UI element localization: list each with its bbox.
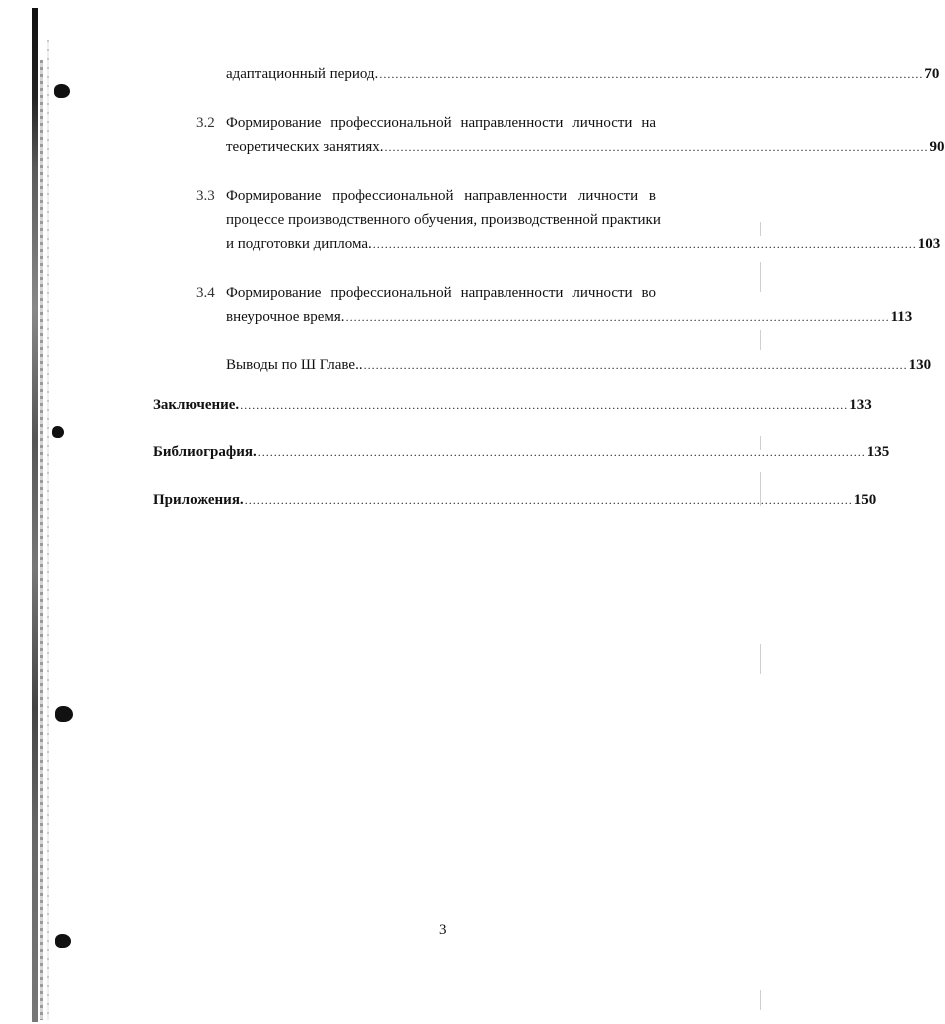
toc-leader-dots: ........................................................................................................................................ <box>379 67 924 81</box>
toc-section-3-3-line-2: процессе производственного обучения, производственной практики <box>226 212 661 228</box>
toc-page-number: 133 <box>849 397 872 413</box>
section-number: 3.3 <box>196 188 215 204</box>
scan-edge-artifact-3 <box>47 40 49 1020</box>
toc-leader-dots: ........................................................................................................................................................ <box>240 398 849 412</box>
toc-page-number: 90 <box>929 139 945 155</box>
binder-hole <box>52 426 64 438</box>
toc-page-number: 103 <box>917 236 941 252</box>
toc-leader-dots: ........................................................................................................................................ <box>363 358 908 372</box>
toc-leader-dots: ........................................................................................................................................ <box>372 237 917 251</box>
toc-leader-dots: ........................................................................................................................................ <box>345 310 890 324</box>
binder-hole <box>54 84 70 98</box>
toc-section-3-3-line-1: Формирование профессиональной направленности личности в <box>226 188 656 204</box>
toc-section-3-2-line-1: Формирование профессиональной направленности личности на <box>226 115 656 131</box>
toc-entry-section-3-2 <box>226 137 945 157</box>
toc-entry-text: адаптационный период. <box>226 66 379 82</box>
toc-page-number: 130 <box>908 357 932 373</box>
toc-entry-text: Заключение. <box>153 397 240 413</box>
toc-leader-dots: ........................................................................................................................................................ <box>244 493 853 507</box>
toc-page-number: 113 <box>890 309 913 325</box>
toc-entry-section-3-3 <box>226 234 941 254</box>
toc-entry-appendices <box>153 490 877 510</box>
toc-page-number: 70 <box>924 66 940 82</box>
scan-mark <box>760 990 761 1010</box>
toc-entry-conclusion <box>153 395 872 415</box>
toc-entry-text: Приложения. <box>153 492 244 508</box>
scan-edge-artifact <box>32 8 38 1022</box>
toc-leader-dots: ........................................................................................................................................................ <box>257 445 866 459</box>
toc-page-number: 150 <box>853 492 877 508</box>
scan-mark <box>760 330 761 350</box>
toc-leader-dots: ........................................................................................................................................ <box>384 140 929 154</box>
scan-mark <box>760 262 761 292</box>
toc-entry-text: и подготовки диплома. <box>226 236 372 252</box>
scan-edge-artifact-2 <box>40 60 43 1020</box>
toc-entry-conclusions-chapter-3 <box>226 355 932 375</box>
toc-section-3-4-line-1: Формирование профессиональной направленности личности во <box>226 285 656 301</box>
toc-entry-section-3-4 <box>226 307 913 327</box>
toc-entry-text: Библиография. <box>153 444 257 460</box>
toc-entry-text: внеурочное время. <box>226 309 345 325</box>
binder-hole <box>55 706 73 722</box>
scan-mark <box>760 644 761 674</box>
toc-entry-text: теоретических занятиях. <box>226 139 384 155</box>
toc-entry-adaptation <box>226 64 940 84</box>
binder-hole <box>55 934 71 948</box>
toc-entry-bibliography <box>153 442 890 462</box>
toc-page-number: 135 <box>866 444 890 460</box>
section-number: 3.2 <box>196 115 215 131</box>
section-number: 3.4 <box>196 285 215 301</box>
page-number: 3 <box>439 922 447 938</box>
toc-entry-text: Выводы по Ш Главе.. <box>226 357 363 373</box>
